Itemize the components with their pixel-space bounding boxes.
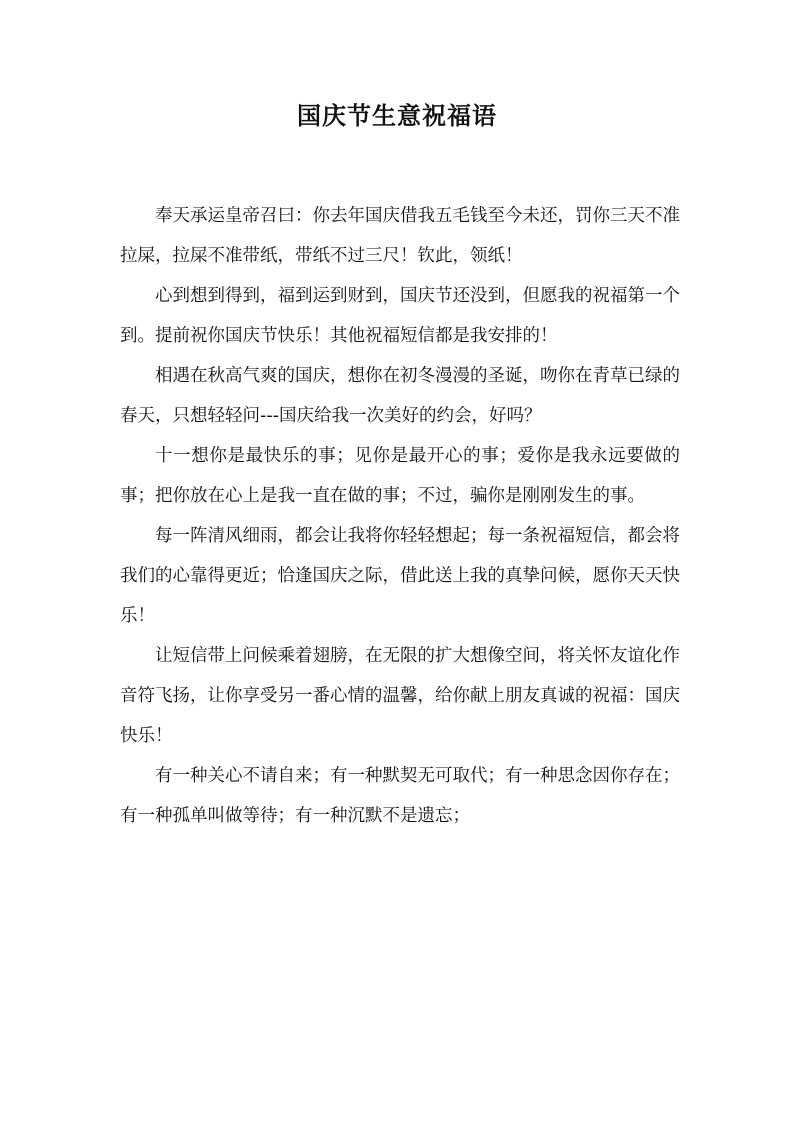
- paragraph: 有一种关心不请自来；有一种默契无可取代；有一种思念因你存在；有一种孤单叫做等待；有一种沉默不是遗忘；: [120, 766, 680, 826]
- document-title: 国庆节生意祝福语: [297, 102, 497, 130]
- paragraph: 心到想到得到，福到运到财到，国庆节还没到，但愿我的祝福第一个到。提前祝你国庆节快乐！其他祝福短信都是我安排的！: [120, 286, 680, 346]
- document-body: [120, 196, 680, 836]
- paragraph: 十一想你是最快乐的事；见你是最开心的事；爱你是我永远要做的事；把你放在心上是我一直在做的事；不过，骗你是刚刚发生的事。: [120, 446, 680, 506]
- paragraph: 每一阵清风细雨，都会让我将你轻轻想起；每一条祝福短信，都会将我们的心靠得更近；恰逢国庆之际，借此送上我的真挚问候，愿你天天快乐！: [120, 526, 680, 626]
- paragraph: 奉天承运皇帝召曰：你去年国庆借我五毛钱至今未还，罚你三天不准拉屎，拉屎不准带纸，带纸不过三尺！钦此，领纸！: [120, 206, 680, 266]
- paragraph: 相遇在秋高气爽的国庆，想你在初冬漫漫的圣诞，吻你在青草已绿的春天，只想轻轻问---国庆给我一次美好的约会，好吗？: [120, 366, 680, 426]
- paragraph: 让短信带上问候乘着翅膀，在无限的扩大想像空间，将关怀友谊化作音符飞扬，让你享受另一番心情的温馨，给你献上朋友真诚的祝福：国庆快乐！: [120, 646, 680, 746]
